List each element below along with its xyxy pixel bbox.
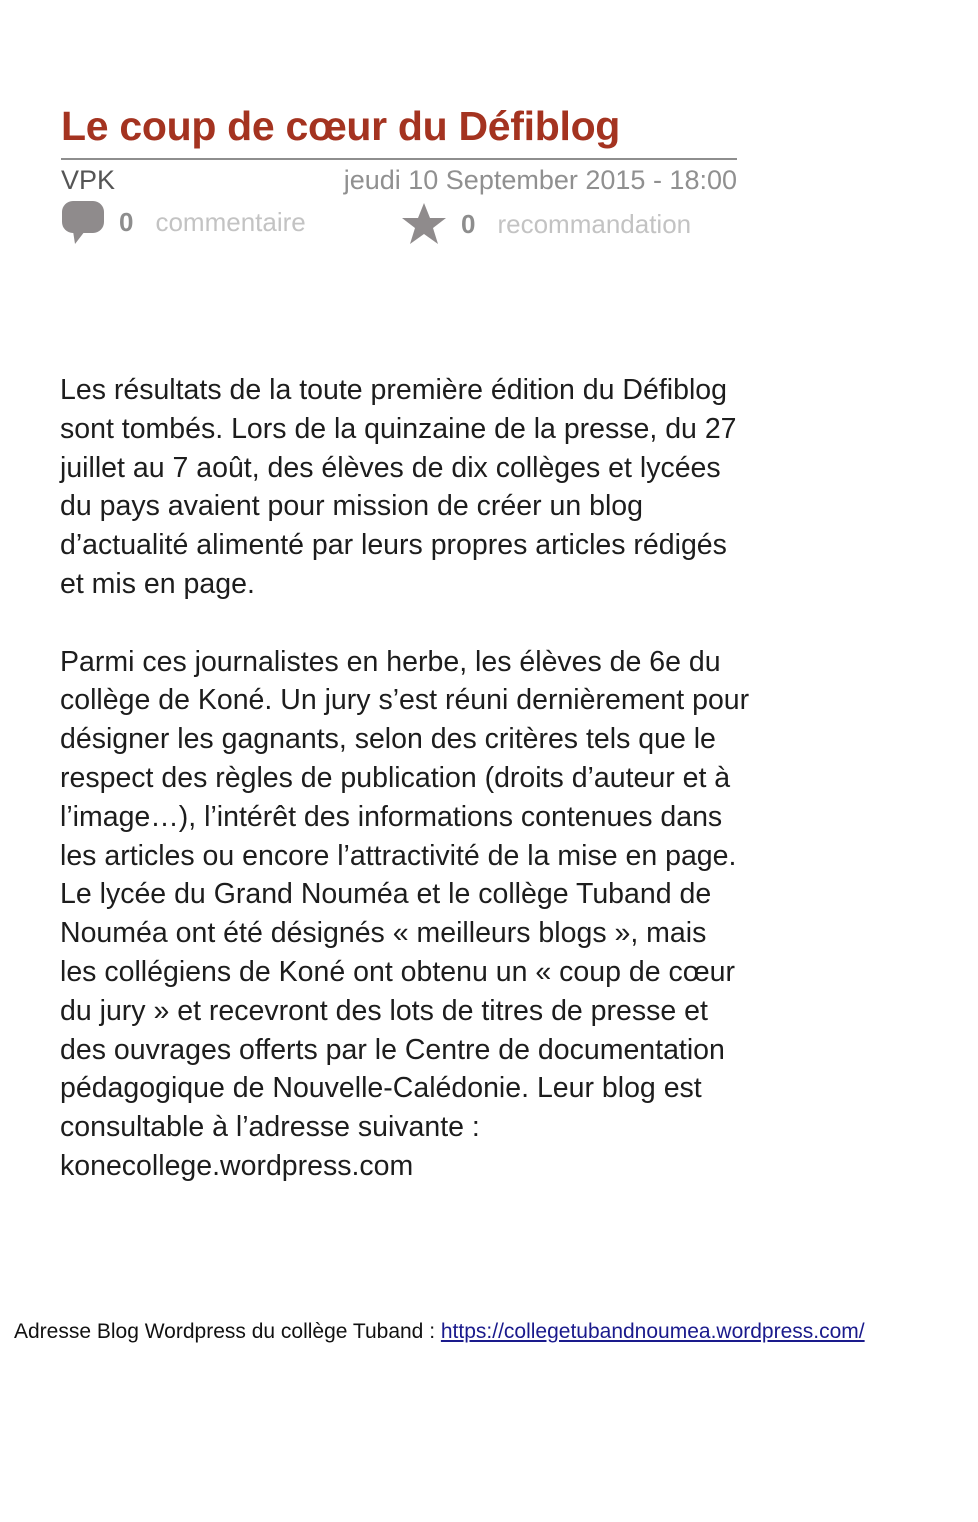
article-body [60,371,750,1225]
comments-count: 0 [119,206,134,237]
recommendations-count: 0 [461,208,476,239]
comment-bubble-icon [61,199,105,245]
star-icon [401,202,447,246]
article-date: jeudi 10 September 2015 - 18:00 [343,165,737,195]
recommendations-stat[interactable] [401,202,691,246]
footer-label: Adresse Blog Wordpress du collège Tuband : [14,1320,441,1343]
article-author[interactable]: VPK [61,165,116,195]
comments-stat[interactable] [61,199,306,245]
title-divider [61,158,737,160]
blog-link[interactable]: https://collegetubandnoumea.wordpress.com/ [440,1320,865,1343]
article-stats [61,199,737,249]
article-title: Le coup de cœur du Défiblog [61,103,621,149]
article-header [61,100,737,249]
footer-note [14,1320,865,1344]
article-meta [61,163,737,197]
article-paragraph: Parmi ces journalistes en herbe, les élèves de 6e du collège de Koné. Un jury s’est réuni dernièrement pour désigner les gagnants, selon des critères tels que le respect des règles de publication (droits d’auteur et à l’image…), l’intérêt des informations contenues dans les articles ou encore l’attractivité de la mise en page. Le lycée du Grand Nouméa et le collège Tuband de Nouméa ont été désignés « meilleurs blogs », mais les collégiens de Koné ont obtenu un « coup de cœur du jury » et recevront des lots de titres de presse et des ouvrages offerts par le Centre de documentation pédagogique de Nouvelle-Calédonie. Leur blog est consultable à l’adresse suivante : konecollege.wordpress.com [60,645,750,1182]
comments-label: commentaire [155,206,306,237]
article-paragraph: Les résultats de la toute première édition du Défiblog sont tombés. Lors de la quinzaine de la presse, du 27 juillet au 7 août, des élèves de dix collèges et lycées du pays avaient pour mission de créer un blog d’actualité alimenté par leurs propres articles rédigés et mis en page. [60,374,737,600]
recommendations-label: recommandation [497,208,692,239]
